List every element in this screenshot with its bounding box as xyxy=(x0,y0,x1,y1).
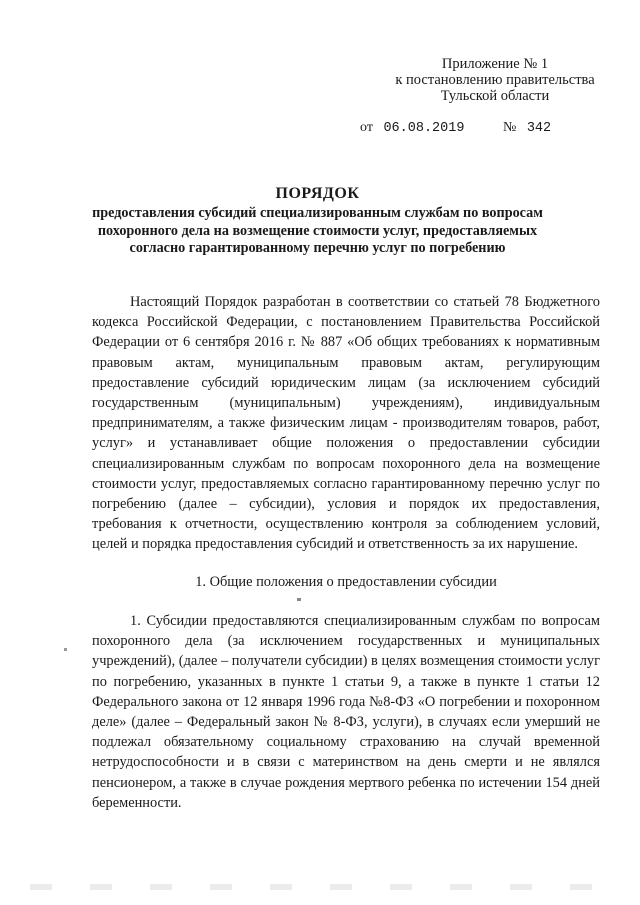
scan-speck xyxy=(297,598,301,601)
intro-paragraph: Настоящий Порядок разработан в соответствии со статьей 78 Бюджетного кодекса Российской Федерации, с постановлением Правительства Российской Федерации от 6 сентября 2016 г. № 887 «Об общих требованиях к нормативным правовым актам, муниципальным правовым актам, регулирующим предоставление субсидий юридическим лицам (за исключением субсидий государственным (муниципальным) учреждениям), индивидуальным предпринимателям, а также физическим лицам - производителям товаров, работ, услуг» и устанавливает общие положения о предоставлении субсидии специализированным службам по вопросам похоронного дела на возмещение стоимости услуг, предоставляемых согласно гарантированному перечню услуг по погребению (далее – субсидии), условия и порядок их предоставления, требования к отчетности, осуществлению контроля за соблюдением условий, целей и порядка предоставления субсидий и ответственность за их нарушение. xyxy=(92,294,600,553)
registration-line xyxy=(360,120,551,136)
section-1-heading: 1. Общие положения о предоставлении субсидии xyxy=(195,574,497,590)
document-subtitle: предоставления субсидий специализированным службам по вопросам похоронного дела на возмещение стоимости услуг, предоставляемых согласно гарантированному перечню услуг по погребению xyxy=(92,205,543,256)
resolution-reference: к постановлению правительства xyxy=(395,72,595,88)
number-prefix: № xyxy=(502,120,517,135)
document-title: ПОРЯДОК xyxy=(275,185,360,202)
date-prefix: от xyxy=(360,120,373,135)
scan-footer-noise xyxy=(30,884,610,890)
scan-speck xyxy=(64,648,67,651)
resolution-number: 342 xyxy=(526,121,552,136)
section-1-paragraph: 1. Субсидии предоставляются специализированным службам по вопросам похоронного дела (за исключением государственных и муниципальных учреждений), (далее – получатели субсидии) в целях возмещения стоимости услуг по погребению, указанных в пункте 1 статьи 9, а также в пункте 1 статьи 12 Федерального закона от 12 января 1996 года №8-ФЗ «О погребении и похоронном деле» (далее – Федеральный закон № 8-ФЗ, услуги), в случаях если умерший не подлежал обязательному социальному страхованию на случай временной нетрудоспособности и в связи с материнством на день смерти и не являлся пенсионером, а также в случае рождения мертвого ребенка по истечении 154 дней беременности. xyxy=(92,613,600,811)
region-name: Тульской области xyxy=(440,88,550,104)
appendix-label: Приложение № 1 xyxy=(441,56,549,72)
resolution-date: 06.08.2019 xyxy=(383,121,465,136)
appendix-block xyxy=(390,56,600,104)
